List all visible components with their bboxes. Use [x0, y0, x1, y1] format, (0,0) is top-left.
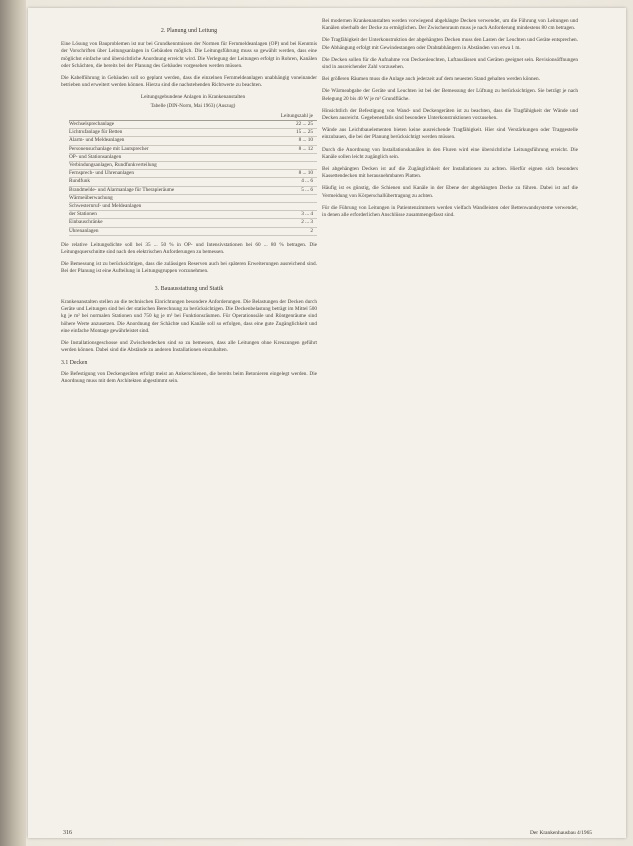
table-row-label: Wärmeüberwachung: [69, 194, 113, 201]
table-row: [69, 162, 317, 170]
paragraph: Die Befestigung von Deckengeräten erfolgt meist an Ankerschienen, die bereits beim Betonieren eingelegt werden. Die Anordnung muss mit dem Architekten abgestimmt sein.: [61, 370, 317, 384]
table-row-label: Rundfunk: [69, 178, 90, 185]
paragraph: Bei modernen Krankenanstalten werden vorwiegend abgehängte Decken verwendet, um die Führung von Leitungen und Kanälen oberhalb der Decke zu ermöglichen. Der Zwischenraum muss je nach Anforderung mindestens 80 cm betragen.: [322, 18, 578, 32]
table-row-value: 8 ... 10: [298, 137, 313, 144]
paragraph: Die Kabelführung in Gebäuden soll so geplant werden, dass die einzelnen Fernmeldeanlagen unabhängig voneinander betrieben und erweitert werden können. Hierzu sind die nachstehenden Richtwerte zu beachten.: [61, 75, 317, 89]
table-column-header: Leitungszahl je: [280, 112, 313, 119]
table-row: [69, 228, 317, 236]
table-row-value: [313, 203, 317, 210]
subsection-heading: 3.1 Decken: [61, 360, 88, 367]
table-row: [69, 121, 317, 129]
table-row: [69, 154, 317, 162]
page-number: 316: [63, 830, 72, 836]
paragraph: Hinsichtlich der Befestigung von Wand- und Deckengeräten ist zu beachten, dass die Tragfähigkeit der Wände und Decken ausreicht. Gegebenenfalls sind besondere Unterkonstruktionen vorzusehen.: [322, 107, 578, 122]
table-row: [69, 129, 317, 137]
table-row-label: Personensuchanlage mit Lautsprecher: [69, 145, 149, 152]
table-row-value: 15 ... 25: [295, 129, 313, 136]
table-row-label: Alarm- und Meldeanlagen: [69, 137, 125, 144]
journal-name: Der Krankenhausbau 4/1965: [530, 830, 592, 836]
paragraph: Die Bemessung ist zu berücksichtigen, dass die zulässigen Reserven auch bei späteren Erweiterungen ausreichend sind. Bei der Planung ist eine Aufteilung in Leitungsgruppen vorzunehmen.: [61, 261, 317, 275]
table-row: [69, 187, 317, 195]
table-row-label: Einbauschränke: [69, 219, 103, 226]
paragraph: Durch die Anordnung von Installationskanälen in den Fluren wird eine übersichtliche Leitungsführung erreicht. Die Kanäle sollen leicht zugänglich sein.: [322, 146, 578, 160]
left-paragraphs-c: [61, 299, 317, 354]
left-paragraphs-d: [61, 371, 317, 385]
table-row: [69, 178, 317, 186]
table-title: Leitungsgebundene Anlagen in Krankenanstalten: [140, 94, 246, 101]
table-row-label: Uhrenanlagen: [69, 227, 99, 234]
table-body: [69, 121, 317, 236]
table-row: [69, 170, 317, 178]
table-row-value: 4 ... 6: [301, 178, 313, 185]
table-row: [69, 146, 317, 154]
table-row-value: 8 ... 10: [298, 170, 313, 177]
table-row-label: Schwesternruf- und Meldeanlagen: [69, 203, 142, 210]
paragraph: Die Installationsgeschosse und Zwischendecken sind so zu bemessen, dass alle Leitungen ohne Kreuzungen geführt werden können. Dabei sind die Abstände zu anderen Installationen einzuhalten.: [61, 339, 317, 354]
table-row-value: [313, 195, 317, 202]
document-page: [28, 8, 626, 838]
paragraph: Die relative Leitungsdichte soll bei 35 ... 50 % in OP- und Intensivstationen bei 60 ... 80 % betragen. Die Leitungsquerschnitte sind nach den elektrischen Anforderungen zu bemessen.: [61, 241, 317, 256]
paragraph: Die Wärmeabgabe der Geräte und Leuchten ist bei der Bemessung der Lüftung zu berücksichtigen. Sie beträgt je nach Belegung 20 bis 40 W je m² Grundfläche.: [322, 88, 578, 102]
table-row-label: Fernsprech- und Uhrenanlagen: [69, 170, 135, 177]
paragraph: Eine Lösung von Bauproblemen ist nur bei Grundkenntnissen der Normen für Fernmeldeanlagen (OP) und bei Kenntnis der Vorschriften über Leitungsanlagen in Gebäuden möglich. Die Leitungsführung muss so gewählt werden, dass eine möglichst einfache und übersichtliche Anordnung erreicht wird. Die Verlegung der Leitungen erfolgt in Rohren, Kanälen oder Schächten, die bereits bei der Planung des Gebäudes vorgesehen werden müssen.: [61, 41, 317, 69]
table-row-value: 5 ... 6: [301, 186, 313, 193]
section-heading: 2. Planung und Leitung: [160, 28, 218, 34]
table-row: [69, 219, 317, 227]
table-row-value: 2: [310, 227, 313, 234]
book-spine-shadow: [0, 0, 26, 846]
left-paragraphs-b: [61, 242, 317, 276]
table-row-value: [313, 162, 317, 169]
paragraph: Wände aus Leichtbauelementen bieten keine ausreichende Tragfähigkeit. Hier sind Verstärkungen oder Traggestelle einzubauen, die bei der Planung berücksichtigt werden müssen.: [322, 127, 578, 141]
right-column: [322, 18, 578, 224]
left-column: [61, 18, 317, 390]
table-row-value: 22 ... 25: [295, 121, 313, 128]
table-header: [69, 113, 317, 121]
left-paragraphs-a: [61, 41, 317, 89]
data-table: [69, 94, 317, 235]
paragraph: Für die Führung von Leitungen in Patientenzimmern werden vielfach Wandleisten oder Bettenwandsysteme verwendet, in denen alle erforderlichen Anschlüsse zusammengefasst sind.: [322, 204, 578, 219]
table-row-label: OP- und Stationsanlagen: [69, 153, 122, 160]
table-row-value: 2 ... 3: [301, 219, 313, 226]
table-row-value: [313, 154, 317, 161]
table-row-label: Wechselsprechanlage: [69, 121, 115, 128]
right-paragraphs: [322, 18, 578, 219]
table-row: [69, 137, 317, 145]
paragraph: Häufig ist es günstig, die Schienen und Kanäle in der Ebene der abgehängten Decke zu führen. Dabei ist auf die Vermeidung von Körperschallübertragung zu achten.: [322, 185, 578, 199]
table-row-value: 3 ... 4: [301, 211, 313, 218]
paragraph: Krankenanstalten stellen an die technischen Einrichtungen besondere Anforderungen. Die Belastungen der Decken durch Geräte und Leitungen sind bei der statischen Berechnung zu berücksichtigen. Die Deckenbelastung beträgt im Mittel 500 kg je m² bei normalen Stationen und 750 kg je m² bei Funktionsräumen. Für Operationssäle und Röntgenräume sind höhere Werte anzusetzen. Die Anordnung der Schächte und Kanäle soll so erfolgen, dass eine gute Zugänglichkeit und eine einfache Montage gewährleistet sind.: [61, 298, 317, 334]
section-b-heading: 3. Bauausstattung und Statik: [154, 285, 224, 292]
table-row: [69, 203, 317, 211]
table-row: [69, 195, 317, 203]
paragraph: Bei größeren Räumen muss die Anlage auch jederzeit auf dem neuesten Stand gehalten werden können.: [322, 76, 540, 83]
table-row: [69, 211, 317, 219]
paragraph: Die Decken sollen für die Aufnahme von Deckenleuchten, Luftauslässen und Geräten geeignet sein. Revisionsöffnungen sind in ausreichender Zahl vorzusehen.: [322, 56, 578, 71]
table-row-label: der Stationen: [69, 211, 97, 218]
paragraph: Die Tragfähigkeit der Unterkonstruktion der abgehängten Decken muss den Lasten der Leuchten und Geräte entsprechen. Die Abhängung erfolgt mit Gewindestangen oder Drahtabhängern in Abständen von etwa 1 m.: [322, 37, 578, 51]
table-row-label: Lichtrufanlage für Betten: [69, 129, 123, 136]
table-row-label: Brandmelde- und Alarmanlage für Therapieräume: [69, 186, 175, 193]
paragraph: Bei abgehängten Decken ist auf die Zugänglichkeit der Installationen zu achten. Hierfür eignen sich besonders Kassettendecken mit herausnehmbaren Platten.: [322, 166, 578, 180]
table-row-value: 8 ... 12: [298, 145, 313, 152]
table-row-label: Verbindungsanlagen, Rundfunkverteilung: [69, 162, 157, 169]
table-subtitle: Tabelle (DIN-Norm, Mai 1963) (Auszug): [150, 102, 236, 109]
